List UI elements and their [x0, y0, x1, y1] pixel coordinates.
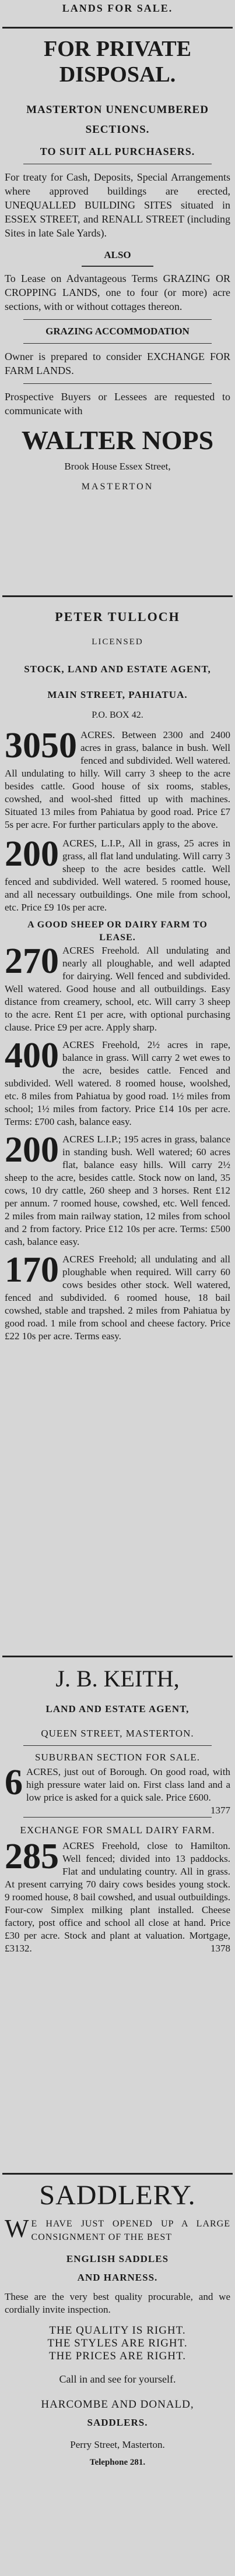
- divider: [23, 1817, 212, 1818]
- divider: [23, 319, 212, 320]
- english-saddles: ENGLISH SADDLES: [66, 2253, 169, 2264]
- listing-body: [5, 1837, 230, 1955]
- divider: [2, 595, 233, 597]
- firm-address: Perry Street, Masterton.: [70, 2439, 165, 2450]
- ad-subtitle-2: TO SUIT ALL PURCHASERS.: [40, 146, 195, 157]
- listing-text: ACRES Freehold; all undulating and all ploughable when required. Will carry 60 cows besides other stock. Well watered, fenced and subdivided. 6 roomed house, 18 bail cowshed, stable and trapshed. 2 miles from Pahiatua by good road. 1 mile from school and cheese factory. Price £22 10s per acre. Terms easy.: [5, 1254, 230, 1342]
- listing-body: [5, 941, 230, 1034]
- listing-body: [5, 1250, 230, 1343]
- reference-number: 1378: [211, 1943, 230, 1954]
- listing-text: ACRES. Between 2300 and 2400 acres in grass, balance in bush. Well fenced and subdivided. Well watered. All undulating to hilly. Will carry 3 sheep to the acre besides cattle. Good house of six rooms, stables, cowshed, and wool-shed fitted up with machines. Situated 13 miles from Pahiatua by good road. Price £7 5s per acre. For further particulars apply to the above.: [5, 729, 230, 830]
- suburban-heading: SUBURBAN SECTION FOR SALE.: [35, 1752, 200, 1763]
- owner-text: Owner is prepared to consider EXCHANGE FOR FARM LANDS.: [5, 351, 230, 376]
- acreage-number: 400: [5, 1036, 59, 1075]
- also-label: ALSO: [104, 249, 131, 260]
- agent-name: J. B. KEITH,: [55, 1665, 180, 1692]
- divider: [2, 1656, 233, 1657]
- divider: [23, 1745, 212, 1746]
- intro-text: W E HAVE JUST OPENED UP A LARGE CONSIGNMENT OF THE BEST: [5, 2214, 230, 2243]
- acreage-number: 3050: [5, 726, 77, 765]
- ad-title: SADDLERY.: [39, 2180, 196, 2211]
- acreage-number: 170: [5, 1250, 59, 1290]
- listing: [0, 1036, 235, 1128]
- listing-body: [5, 1763, 230, 1816]
- divider: [2, 2173, 233, 2175]
- listing-heading: A GOOD SHEEP OR DAIRY FARM TO LEASE.: [27, 920, 208, 943]
- licensed-label: LICENSED: [92, 637, 143, 647]
- agent-street: MAIN STREET, PAHIATUA.: [47, 689, 188, 700]
- listing: [0, 919, 235, 1034]
- listing: [0, 1130, 235, 1248]
- ad-subtitle: MASTERTON UNENCUMBERED SECTIONS.: [26, 104, 209, 136]
- listing-text: ACRES, just out of Borough. On good road, with high pressure water laid on. First class land and a low price is asked for a quick sale. Price £600.: [26, 1766, 230, 1803]
- call-text: Call in and see for yourself.: [59, 2373, 176, 2385]
- acreage-number: 285: [5, 1837, 59, 1876]
- reference-number: 1377: [211, 1805, 230, 1816]
- quality-line: THE QUALITY IS RIGHT.: [49, 2324, 186, 2337]
- saddlery-ad: [0, 2180, 235, 2468]
- listing-body: [5, 1036, 230, 1128]
- po-box: P.O. BOX 42.: [92, 710, 143, 720]
- styles-line: THE STYLES ARE RIGHT.: [47, 2337, 188, 2349]
- listing-body: [5, 834, 230, 914]
- drop-cap: W: [5, 2214, 29, 2243]
- peter-tulloch-ad: [0, 609, 235, 1343]
- agent-type: STOCK, LAND AND ESTATE AGENT,: [24, 664, 211, 675]
- agent-type: LAND AND ESTATE AGENT,: [45, 1703, 190, 1714]
- acreage-number: 200: [5, 834, 59, 874]
- divider: [23, 383, 212, 384]
- prices-line: THE PRICES ARE RIGHT.: [49, 2350, 186, 2362]
- listing-text: ACRES Freehold, 2½ acres in rape, balance in grass. Will carry 2 wet ewes to the acre, besides cattle. Fenced and subdivided. Well watered. 8 roomed house, woolshed, etc. 8 miles from Pahiatua by good road. 1½ miles from school; 1½ miles from factory. Price £14 10s per acre. Terms: £700 cash, balance easy.: [5, 1039, 230, 1127]
- listing: [0, 834, 235, 914]
- jb-keith-ad: [0, 1665, 235, 1955]
- acreage-number: 6: [5, 1763, 23, 1802]
- grazing-heading: GRAZING ACCOMMODATION: [45, 326, 190, 337]
- walter-nops-ad: [0, 36, 235, 492]
- divider: [2, 27, 233, 29]
- acreage-number: 270: [5, 941, 59, 981]
- firm-name: HARCOMBE AND DONALD,: [41, 2398, 194, 2411]
- divider: [82, 266, 153, 267]
- agent-street: QUEEN STREET, MASTERTON.: [41, 1728, 194, 1739]
- prospective-text: Prospective Buyers or Lessees are requested to communicate with: [5, 391, 230, 417]
- advertiser-address: Brook House Essex Street,: [64, 461, 171, 472]
- agent-name: PETER TULLOCH: [55, 609, 180, 624]
- listing-text: ACRES Freehold. All undulating and nearly all ploughable, and well adapted for dairying. Well fenced and subdivided. Well watered. Good house and all outbuildings. Easy distance from creamery, school, etc. Will carry 3 sheep to the acre. Rent £1 per acre, with optional purchasing clause. Price £9 per acre. Apply sharp.: [5, 945, 230, 1033]
- divider: [23, 343, 212, 344]
- advertiser-town: MASTERTON: [81, 482, 154, 492]
- listing-text: ACRES Freehold, close to Hamilton. Well fenced; divided into 13 paddocks. Flat and undulating country. All in grass. At present carrying 70 dairy cows besides young stock. 9 roomed house, 8 bail cowshed, and usual outbuildings. Four-cow Simplex milking plant installed. Cheese factory, post office and school all close at hand. Price £30 per acre. Stock and plant at valuation. Mortgage, £3132.: [5, 1840, 230, 1954]
- lease-text: To Lease on Advantageous Terms GRAZING OR CROPPING LANDS, one to four (or more) acre sections, with or without cottages thereon.: [5, 273, 230, 312]
- listing-text: ACRES, L.I.P., All in grass, 25 acres in grass, all flat land undulating. Will carry 3 sheep to the acre besides cattle. Well fenced and subdivided. Well watered. 5 roomed house, and all necessary outbuildings. One mile from school, etc. Price £9 10s per acre.: [5, 838, 230, 913]
- listing-body: [5, 726, 230, 831]
- ad-title: FOR PRIVATE DISPOSAL.: [43, 37, 191, 87]
- lands-for-sale-header: LANDS FOR SALE.: [62, 2, 173, 14]
- exchange-heading: EXCHANGE FOR SMALL DAIRY FARM.: [20, 1825, 215, 1836]
- listing-text: ACRES L.I.P.; 195 acres in grass, balance in standing bush. Well watered; 60 acres flat, balance easy hills. Will carry 2½ sheep to the acre, besides cattle. Stock now on land, 35 cows, 10 dry cattle, 260 sheep and 3 horses. Rent £12 per annum. 7 roomed house, cowshed, etc. Well fenced. 2 miles from main railway station, 12 miles from school and 2 from factory. Price £12 10s per acre. Terms: £500 cash, balance easy.: [5, 1134, 230, 1247]
- ad-body: For treaty for Cash, Deposits, Special Arrangements where approved buildings are erected, UNEQUALLED BUILDING SITES situated in ESSEX STREET, and RENALL STREET (including Sites in late Sale Yards).: [5, 171, 230, 239]
- quality-text: These are the very best quality procurable, and we cordially invite inspection.: [5, 2291, 230, 2315]
- firm-phone: Telephone 281.: [89, 2458, 146, 2467]
- listing: [0, 726, 235, 831]
- acreage-number: 200: [5, 1130, 59, 1170]
- advertiser-name: WALTER NOPS: [21, 425, 214, 455]
- firm-trade: SADDLERS.: [87, 2417, 148, 2428]
- listing: [0, 1250, 235, 1343]
- listing-body: [5, 1130, 230, 1248]
- and-harness: AND HARNESS.: [77, 2272, 158, 2283]
